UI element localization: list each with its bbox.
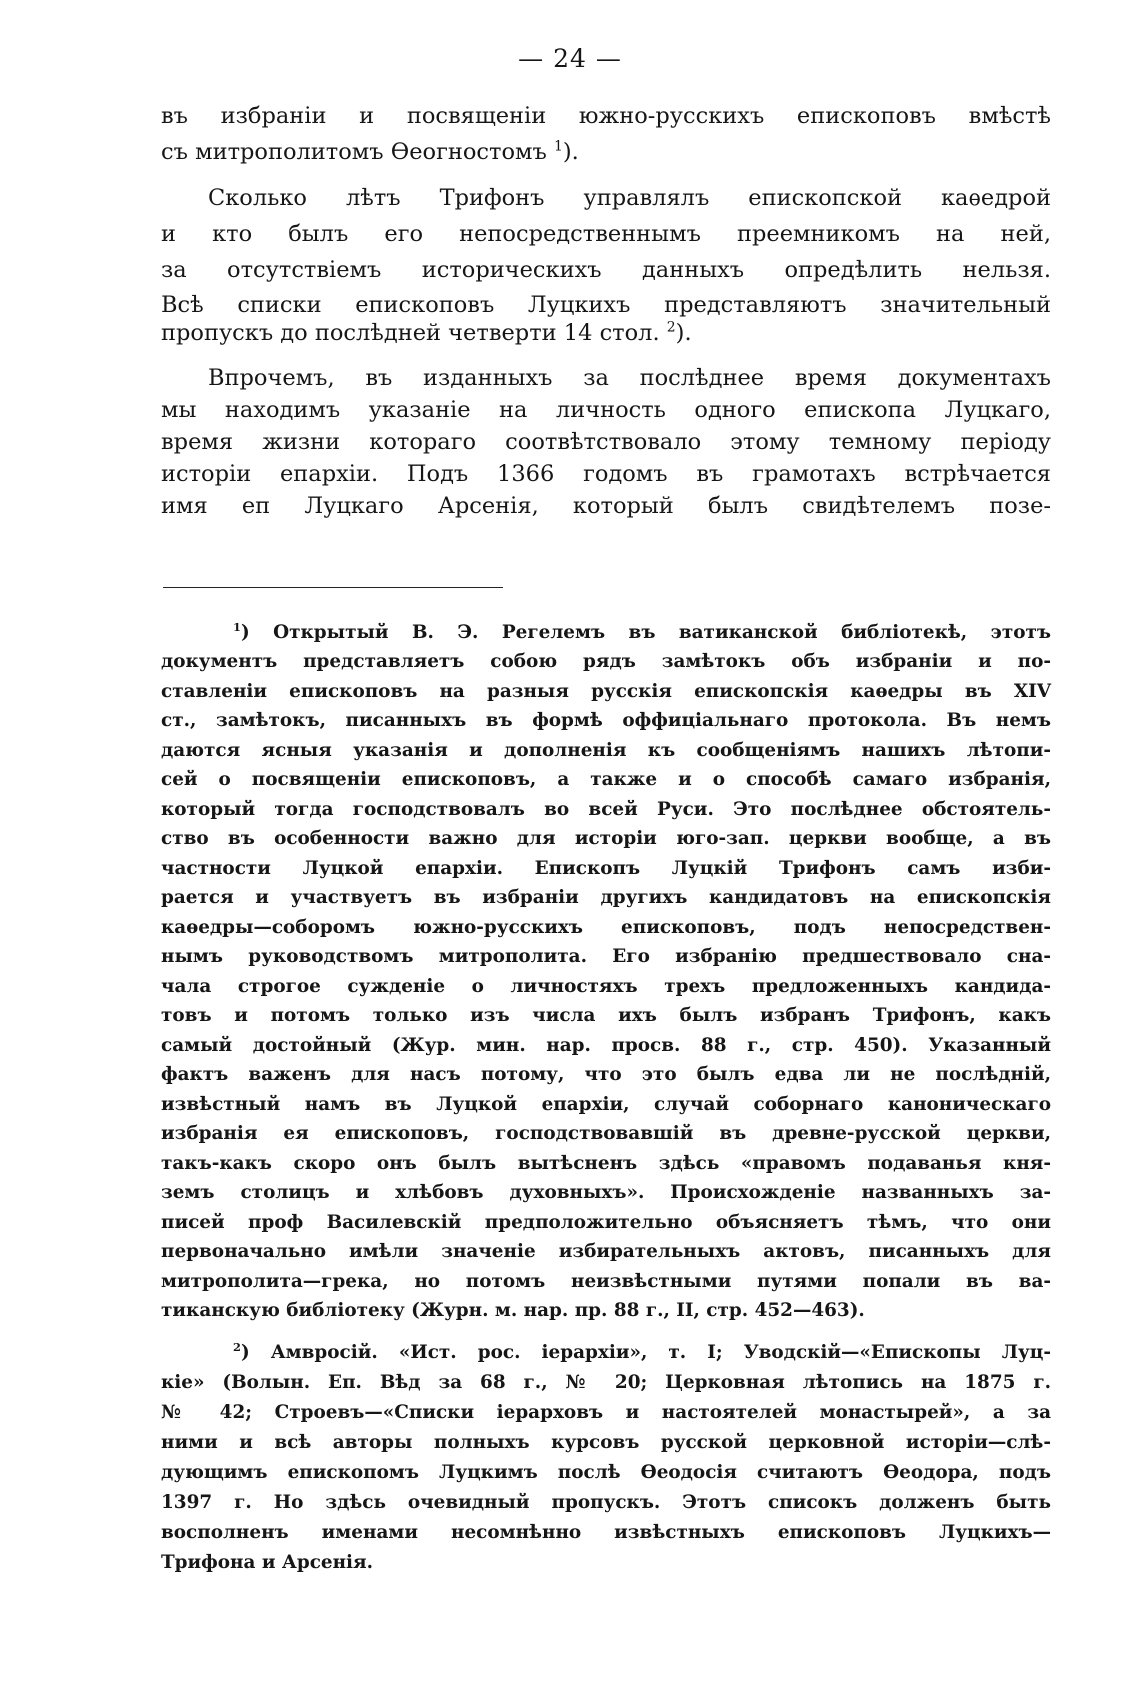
footnote-ref: 2 xyxy=(666,319,676,336)
footnote-line: который тогда господствовалъ во всей Руси. Это послѣднее обстоятель- xyxy=(161,799,1051,820)
footnote-line xyxy=(233,618,1051,648)
body-line xyxy=(161,134,1051,170)
footnote-line: восполненъ именами несомнѣнно извѣстныхъ епископовъ Луцкихъ— xyxy=(161,1522,1051,1543)
footnote-line: писей проф Василевскій предположительно объясняетъ тѣмъ, что они xyxy=(161,1212,1051,1233)
footnote-line: тиканскую библіотеку (Журн. м. нар. пр. 88 г., II, стр. 452—463). xyxy=(161,1300,865,1321)
body-line: за отсутствіемъ историческихъ данныхъ опредѣлить нельзя. xyxy=(161,257,1051,283)
footnote-ref-tail: ). xyxy=(562,139,579,165)
footnote-line: ставленіи епископовъ на разныя русскія епископскія каѳедры въ XIV xyxy=(161,681,1051,702)
footnote-line xyxy=(233,1338,1051,1368)
footnote-line: такъ-какъ скоро онъ былъ вытѣсненъ здѣсь «правомъ подаванья кня- xyxy=(161,1153,1051,1174)
footnote-line: 1397 г. Но здѣсь очевидный пропускъ. Этотъ списокъ долженъ быть xyxy=(161,1492,1051,1513)
footnote-ref-tail: ). xyxy=(675,320,692,346)
footnote-line: даются ясныя указанія и дополненія къ сообщеніямъ нашихъ лѣтопи- xyxy=(161,740,1051,761)
footnote-line: извѣстный намъ въ Луцкой епархіи, случай соборнаго каноническаго xyxy=(161,1094,1051,1115)
body-line: мы находимъ указаніе на личность одного епископа Луцкаго, xyxy=(161,397,1051,423)
footnote-mark: 1 xyxy=(233,620,241,635)
footnote-line: избранія ея епископовъ, господствовавшій въ древне-русской церкви, xyxy=(161,1123,1051,1144)
footnote-line: земъ столицъ и хлѣбовъ духовныхъ». Происхожденіе названныхъ за- xyxy=(161,1182,1051,1203)
footnote-separator xyxy=(163,587,503,588)
body-line: Впрочемъ, въ изданныхъ за послѣднее время документахъ xyxy=(208,365,1051,391)
footnote-line: митрополита—грека, но потомъ неизвѣстными путями попали въ ва- xyxy=(161,1271,1051,1292)
footnote-line: сей о посвященіи епископовъ, а также и о способѣ самаго избранія, xyxy=(161,769,1051,790)
footnote-line: частности Луцкой епархіи. Епископъ Луцкій Трифонъ самъ изби- xyxy=(161,858,1051,879)
footnote-line: ство въ особенности важно для исторіи юго-зап. церкви вообще, а въ xyxy=(161,828,1051,849)
footnote-line: товъ и потомъ только изъ числа ихъ былъ избранъ Трифонъ, какъ xyxy=(161,1005,1051,1026)
body-line-text: съ митрополитомъ Ѳеогностомъ xyxy=(161,139,547,165)
footnote-line: фактъ важенъ для насъ потому, что это былъ едва ли не послѣдній, xyxy=(161,1064,1051,1085)
footnote-ref: 1 xyxy=(553,138,563,155)
page-number: — 24 — xyxy=(518,44,622,73)
body-line: исторіи епархіи. Подъ 1366 годомъ въ грамотахъ встрѣчается xyxy=(161,461,1051,487)
footnote-line: чала строгое сужденіе о личностяхъ трехъ предложенныхъ кандида- xyxy=(161,976,1051,997)
body-line: въ избраніи и посвященіи южно-русскихъ епископовъ вмѣстѣ xyxy=(161,103,1051,129)
footnote-line: первоначально имѣли значеніе избирательныхъ актовъ, писанныхъ для xyxy=(161,1241,1051,1262)
body-line: Сколько лѣтъ Трифонъ управлялъ епископской каѳедрой xyxy=(208,185,1051,211)
footnote-line: кіе» (Волын. Еп. Вѣд за 68 г., № 20; Церковная лѣтопись на 1875 г. xyxy=(161,1372,1051,1393)
footnote-line: нымъ руководствомъ митрополита. Его избранію предшествовало сна- xyxy=(161,946,1051,967)
body-line: время жизни котораго соотвѣтствовало этому темному періоду xyxy=(161,429,1051,455)
footnote-line: ст., замѣтокъ, писанныхъ въ формѣ оффиціальнаго протокола. Въ немъ xyxy=(161,710,1051,731)
footnote-line: каѳедры—соборомъ южно-русскихъ епископовъ, подъ непосредствен- xyxy=(161,917,1051,938)
body-line: имя еп Луцкаго Арсенія, который былъ свидѣтелемъ позе- xyxy=(161,493,1051,519)
footnote-line-text: ) Амвросій. «Ист. рос. іерархіи», т. I; Уводскій—«Епископы Луц- xyxy=(240,1342,1051,1363)
footnote-line: ними и всѣ авторы полныхъ курсовъ русской церковной исторіи—слѣ- xyxy=(161,1432,1051,1453)
footnote-mark: 2 xyxy=(233,1340,241,1355)
footnote-line: дующимъ епископомъ Луцкимъ послѣ Ѳеодосія считаютъ Ѳеодора, подъ xyxy=(161,1462,1051,1483)
body-line-text: пропускъ до послѣдней четверти 14 стол. xyxy=(161,320,660,346)
footnote-line: самый достойный (Жур. мин. нар. просв. 88 г., стр. 450). Указанный xyxy=(161,1035,1051,1056)
footnote-line: № 42; Строевъ—«Списки іерарховъ и настоятелей монастырей», а за xyxy=(161,1402,1051,1423)
footnote-line: документъ представляетъ собою рядъ замѣтокъ объ избраніи и по- xyxy=(161,651,1051,672)
body-line: Всѣ списки епископовъ Луцкихъ представляютъ значительный xyxy=(161,292,1051,318)
footnote-line: рается и участвуетъ въ избраніи другихъ кандидатовъ на епископскія xyxy=(161,887,1051,908)
footnote-line-text: ) Открытый В. Э. Регелемъ въ ватиканской библіотекѣ, этотъ xyxy=(240,622,1051,643)
body-line: и кто былъ его непосредственнымъ преемникомъ на ней, xyxy=(161,221,1051,247)
footnote-line: Трифона и Арсенія. xyxy=(161,1552,374,1573)
body-line xyxy=(161,315,1051,351)
